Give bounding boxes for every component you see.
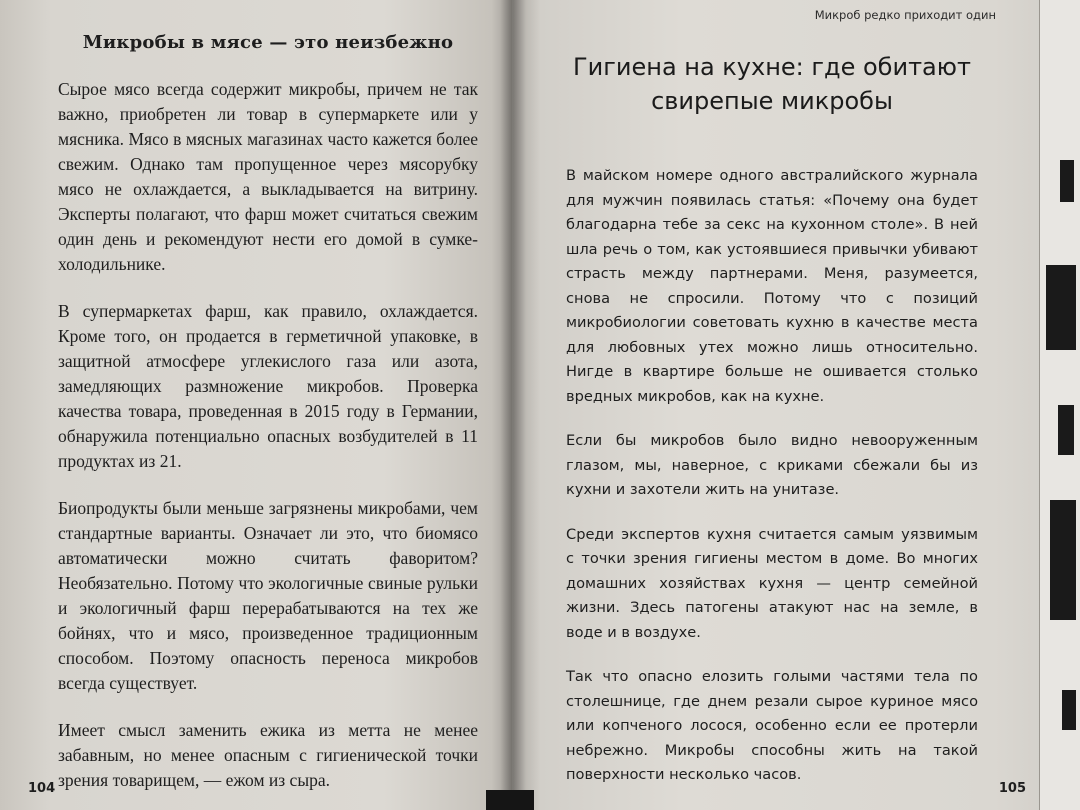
right-paragraph-3: Среди экспертов кухня считается самым уязвимым с точки зрения гигиены местом в доме. Во многих домашних хозяйствах кухня — центр семейной жизни. Здесь патогены атакуют нас на земле, в воде и в воздухе. xyxy=(566,525,978,641)
right-page-content xyxy=(566,0,996,808)
chapter-title xyxy=(566,50,978,118)
left-page-content xyxy=(58,24,478,810)
left-paragraph-4: Имеет смысл заменить ежика из метта не менее забавным, но менее опасным с гигиенической точки зрения товарищем, — ежом из сыра. xyxy=(58,720,478,790)
chapter-title-line-1: Гигиена на кухне: где обитают xyxy=(573,53,971,81)
edge-print-mark-4 xyxy=(1050,500,1076,620)
edge-print-mark-2 xyxy=(1046,265,1076,350)
edge-print-mark-3 xyxy=(1058,405,1074,455)
page-number-right: 105 xyxy=(998,781,1026,796)
next-page-edge xyxy=(1039,0,1080,810)
left-paragraph-3: Биопродукты были меньше загрязнены микробами, чем стандартные варианты. Означает ли это, что биомясо автоматически можно считать фаворитом? Необязательно. Потому что экологичные свиные рульки и экологичный фарш перерабатываются на тех же бойнях, что и мясо, произведенное традиционным способом. Поэтому опасность переноса микробов всегда существует. xyxy=(58,498,478,693)
page-number-left: 104 xyxy=(28,781,56,796)
right-paragraph-2: Если бы микробов было видно невооруженным глазом, мы, наверное, с криками сбежали бы из кухни и захотели жить на унитазе. xyxy=(566,432,978,498)
spine-shadow xyxy=(486,790,534,810)
section-title: Микробы в мясе — это неизбежно xyxy=(82,32,454,53)
left-paragraph-2: В супермаркетах фарш, как правило, охлаждается. Кроме того, он продается в герметичной упаковке, в защитной атмосфере углекислого газа или азота, замедляющих размножение микробов. Проверка качества товара, проведенная в 2015 году в Германии, обнаружила потенциально опасных возбудителей в 11 продуктах из 21. xyxy=(58,301,478,471)
left-paragraph-1: Сырое мясо всегда содержит микробы, причем не так важно, приобретен ли товар в супермаркете или у мясника. Мясо в мясных магазинах часто кажется более свежим. Однако там пропущенное через мясорубку мясо не охлаждается, а выкладывается на витрину. Эксперты полагают, что фарш может считаться свежим один день и рекомендуют нести его домой в сумке-холодильнике. xyxy=(58,79,478,274)
chapter-title-line-2: свирепые микробы xyxy=(651,87,893,115)
right-paragraph-1: В майском номере одного австралийского журнала для мужчин появилась статья: «Почему она будет благодарна тебе за секс на кухонном столе». В ней шла речь о том, как устоявшиеся привычки убивают страсть между партнерами. Меня, разумеется, снова не спросили. Потому что с позиций микробиологии советовать кухню в качестве места для любовных утех можно лишь относительно. Нигде в квартире больше не ошивается столько вредных микробов, как на кухне. xyxy=(566,167,978,405)
running-head: Микроб редко приходит один xyxy=(814,8,996,22)
left-page xyxy=(0,0,512,810)
right-paragraph-4: Так что опасно елозить голыми частями тела по столешнице, где днем резали сырое куриное мясо или копченого лосося, особенно если ее протерли небрежно. Микробы способны жить на такой поверхности несколько часов. xyxy=(566,668,978,783)
edge-print-mark-1 xyxy=(1060,160,1074,202)
right-page xyxy=(512,0,1080,810)
edge-print-mark-5 xyxy=(1062,690,1076,730)
